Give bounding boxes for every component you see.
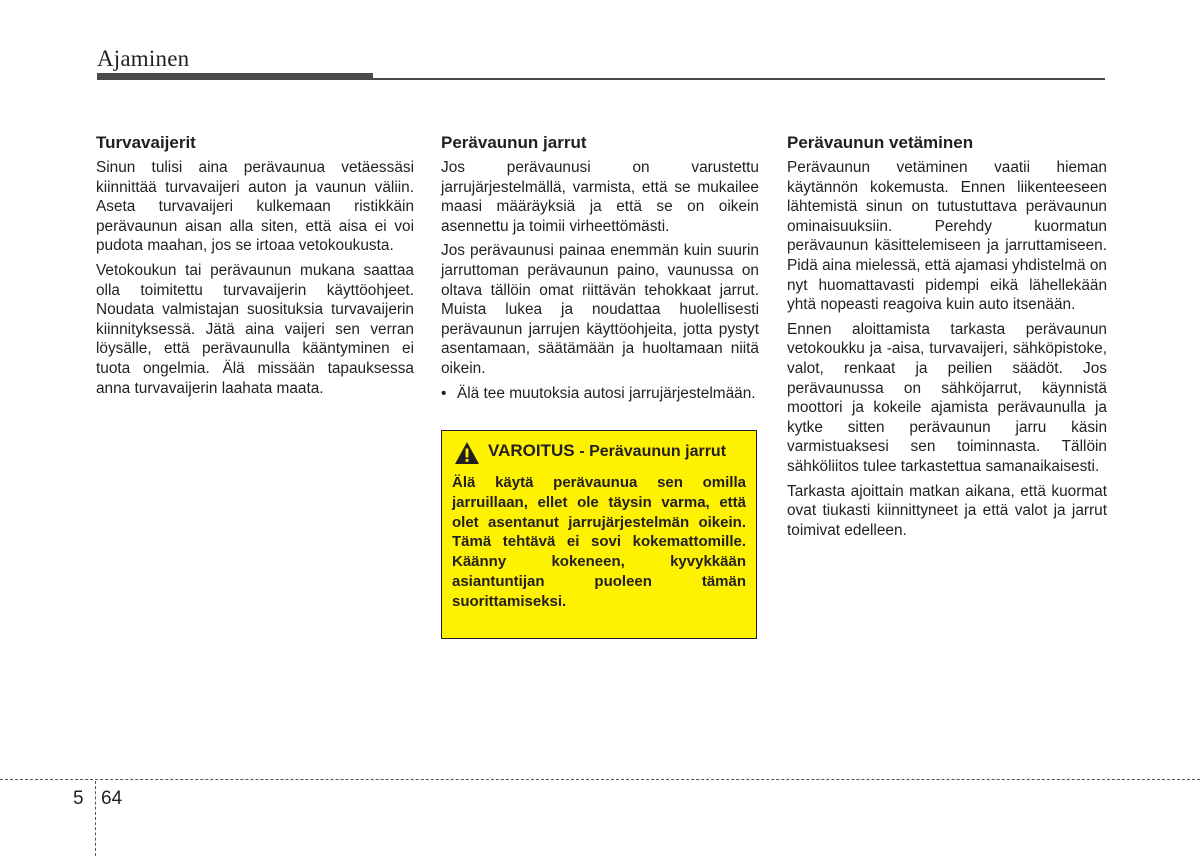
warning-box	[441, 430, 757, 639]
bullet-text: Älä tee muutoksia autosi jarrujärjestelmään.	[457, 384, 756, 402]
footer-divider	[0, 779, 1200, 780]
paragraph: Perävaunun vetäminen vaatii hieman käytännön kokemusta. Ennen liikenteeseen lähtemistä sinun on tutustuttava perävaunun ominaisuuksiin. Perehdy kuormatun perävaunun käsittelemiseen ja jarruttamiseen. Pidä aina mielessä, että ajamasi yhdistelmä on nyt huomattavasti pidempi eikä lähellekään yhtä nopeasti reagoiva kuin auto itsenään.	[787, 159, 1107, 314]
warning-label: VAROITUS	[488, 441, 575, 460]
paragraph: Jos perävaunusi painaa enemmän kuin suurin jarruttoman perävaunun paino, vaunussa on oltava tällöin omat riittävän tehokkaat jarrut. Muista lukea ja noudattaa huolellisesti perävaunun jarrujen käyttöohjeita, jotta pystyt asentamaan, säätämään ja huoltamaan niitä oikein.	[441, 242, 759, 377]
warning-triangle-icon	[454, 441, 480, 465]
paragraph: Sinun tulisi aina perävaunua vetäessäsi kiinnittää turvavaijeri auton ja vaunun väliin. Aseta turvavaijeri kulkemaan ristikkäin perävaunun aisan alla siten, että aisa ei voi pudota maahan, jos se irtoaa vetokoukusta.	[96, 159, 414, 255]
warning-body: Älä käytä perävaunua sen omilla jarruillaan, ellet ole täysin varma, että olet asentanut jarrujärjestelmän oikein. Tämä tehtävä ei sovi kokemattomille. Käänny kokeneen, kyvykkään asiantuntijan puoleen tämän suorittamiseksi.	[452, 474, 746, 610]
warning-subtitle: - Perävaunun jarrut	[579, 443, 727, 460]
bullet-dot-icon: •	[441, 384, 447, 402]
paragraph: Tarkasta ajoittain matkan aikana, että kuormat ovat tiukasti kiinnittyneet ja että valot ja jarrut toimivat edelleen.	[787, 482, 1107, 539]
paragraph: Vetokoukun tai perävaunun mukana saattaa olla toimitettu turvavaijerin käyttöohjeet. Noudata valmistajan suosituksia turvavaijerin kiinnityksessä. Jätä aina vaijeri sen verran löysälle, että perävaunulla kääntyminen ei tuota ongelmia. Älä missään tapauksessa anna turvavaijerin laahata maata.	[96, 261, 414, 397]
warning-title	[452, 441, 746, 465]
column-trailer-towing	[787, 133, 1107, 545]
header-rule-thin	[373, 78, 1105, 80]
header-rule-thick	[97, 73, 373, 80]
section-title: Ajaminen	[97, 46, 190, 71]
chapter-number: 5	[73, 788, 84, 809]
paragraph: Jos perävaunusi on varustettu jarrujärjestelmällä, varmista, että se mukailee maasi määräyksiä ja että se on oikein asennettu ja toimii virheettömästi.	[441, 159, 759, 235]
heading-safety-cable: Turvavaijerit	[96, 133, 196, 152]
footer-vertical-divider	[95, 781, 96, 856]
column-safety-cable	[96, 133, 414, 403]
paragraph: Ennen aloittamista tarkasta perävaunun vetokoukku ja -aisa, turvavaijeri, sähköpistoke, valot, renkaat ja peilien säädöt. Jos perävaunussa on sähköjarrut, käynnistä moottori ja kokeile ajamista perävaunulla ja kytke sitten perävaunun jarru käsin varmistuaksesi sen toiminnasta. Tällöin sähköliitos tulee tarkastettua samanaikaisesti.	[787, 320, 1107, 475]
bullet-item	[441, 384, 759, 404]
page-number: 64	[101, 788, 123, 809]
heading-trailer-brakes: Perävaunun jarrut	[441, 133, 587, 152]
heading-trailer-towing: Perävaunun vetäminen	[787, 133, 974, 152]
column-trailer-brakes	[441, 133, 759, 403]
